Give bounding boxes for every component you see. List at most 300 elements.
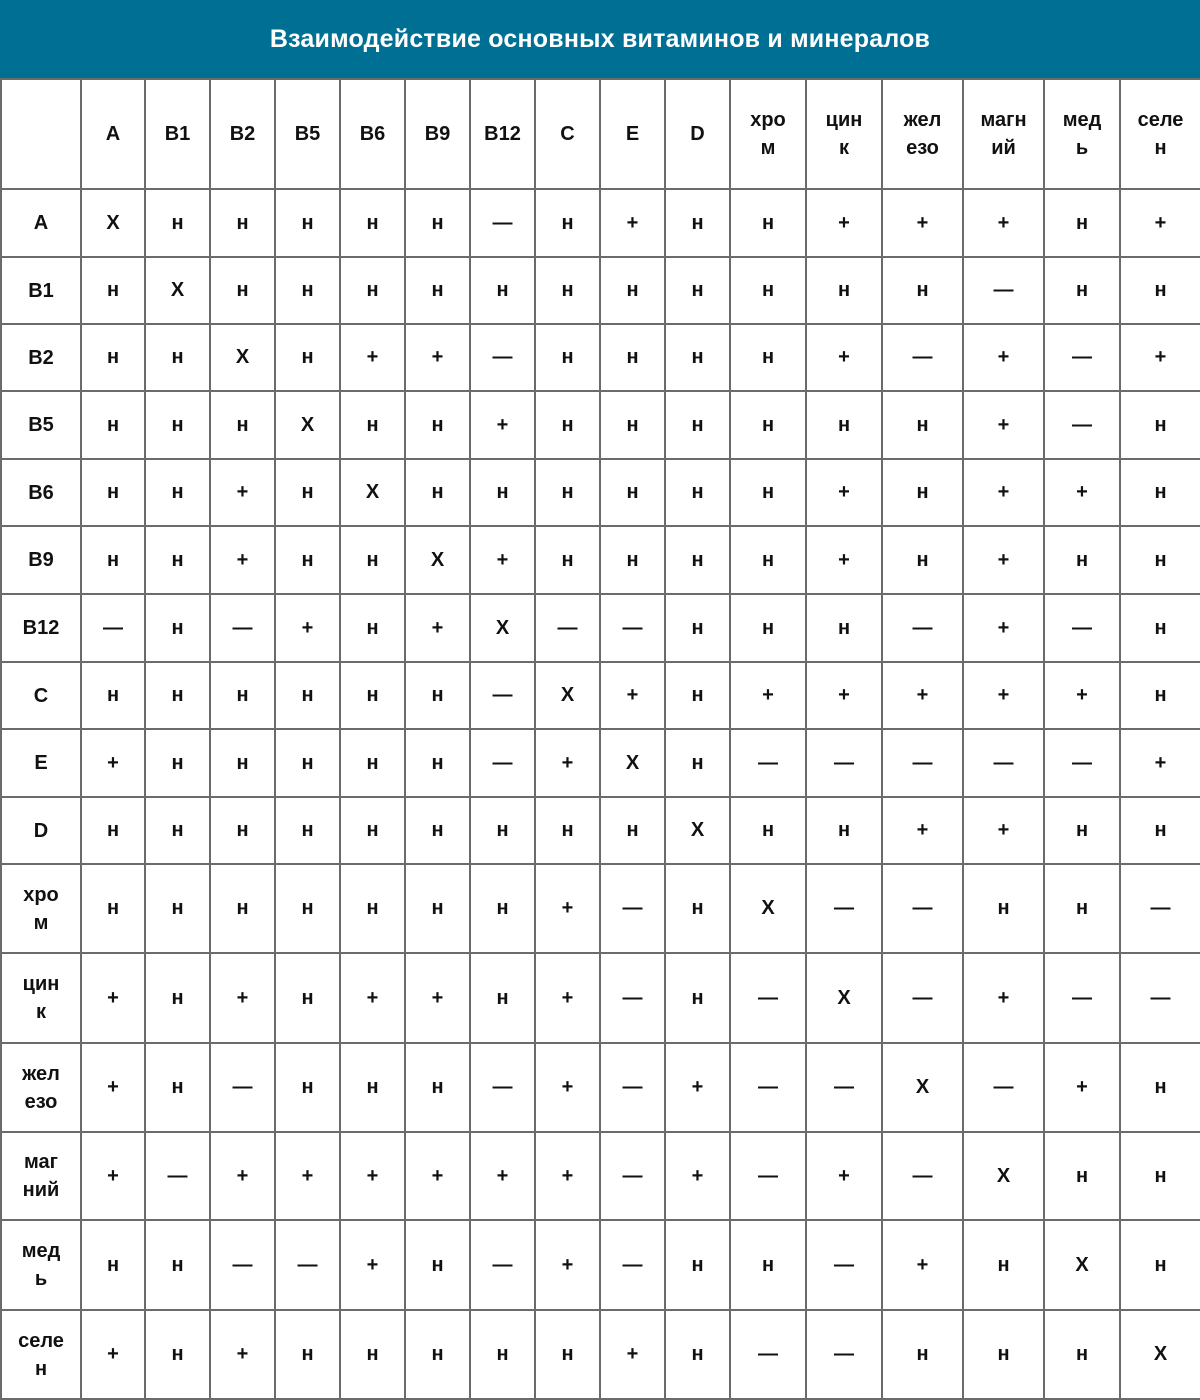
table-cell: н xyxy=(145,1310,210,1399)
label-line: езо xyxy=(906,137,939,159)
column-header xyxy=(81,79,145,189)
table-cell: + xyxy=(535,1220,600,1310)
table-cell: н xyxy=(145,324,210,391)
table-cell: + xyxy=(405,1132,470,1220)
table-title: Взаимодействие основных витаминов и минералов xyxy=(0,0,1200,78)
label-line: цин xyxy=(22,973,60,995)
label-line: A xyxy=(33,212,49,234)
table-cell: + xyxy=(963,526,1044,594)
table-cell: н xyxy=(340,526,405,594)
table-cell: н xyxy=(730,594,806,662)
table-cell: н xyxy=(275,1043,340,1132)
table-cell: — xyxy=(806,1310,882,1399)
table-cell: н xyxy=(470,1310,535,1399)
table-cell: + xyxy=(81,1310,145,1399)
table-cell: н xyxy=(210,257,275,324)
table-cell: — xyxy=(882,729,963,797)
table-cell: н xyxy=(275,526,340,594)
table-cell: н xyxy=(275,324,340,391)
table-cell: н xyxy=(81,391,145,459)
table-cell: + xyxy=(535,953,600,1043)
table-cell: н xyxy=(665,526,730,594)
table-cell: + xyxy=(210,526,275,594)
table-cell: + xyxy=(340,324,405,391)
table-cell: н xyxy=(665,1220,730,1310)
column-header xyxy=(1120,79,1200,189)
table-cell: — xyxy=(600,1132,665,1220)
table-cell: н xyxy=(81,1220,145,1310)
table-cell: — xyxy=(1044,953,1120,1043)
table-cell: + xyxy=(1044,662,1120,729)
row-header xyxy=(1,324,81,391)
table-cell: н xyxy=(81,324,145,391)
table-cell: н xyxy=(470,797,535,864)
label-line: B9 xyxy=(424,123,451,145)
table-cell: н xyxy=(1044,257,1120,324)
table-cell: н xyxy=(405,1220,470,1310)
table-cell: — xyxy=(730,1132,806,1220)
label-line: B12 xyxy=(22,617,60,639)
table-cell: н xyxy=(730,189,806,257)
table-cell: н xyxy=(882,1310,963,1399)
table-cell: + xyxy=(806,324,882,391)
table-cell: + xyxy=(535,729,600,797)
table-cell: — xyxy=(600,864,665,953)
table-cell: — xyxy=(470,1043,535,1132)
table-cell: X xyxy=(600,729,665,797)
table-cell: + xyxy=(600,662,665,729)
table-cell: X xyxy=(405,526,470,594)
table-row xyxy=(1,526,1200,594)
table-body xyxy=(1,189,1200,1399)
table-cell: + xyxy=(806,662,882,729)
label-line: н xyxy=(1154,137,1167,159)
label-line: B1 xyxy=(164,123,191,145)
table-cell: + xyxy=(535,864,600,953)
label-line: C xyxy=(33,684,49,707)
table-cell: — xyxy=(882,1132,963,1220)
row-header xyxy=(1,594,81,662)
table-cell: н xyxy=(340,662,405,729)
label-line: магн xyxy=(980,109,1027,131)
table-cell: X xyxy=(1044,1220,1120,1310)
table-cell: X xyxy=(730,864,806,953)
label-line: B6 xyxy=(359,123,386,145)
table-cell: — xyxy=(806,1043,882,1132)
table-cell: н xyxy=(210,864,275,953)
table-cell: н xyxy=(730,391,806,459)
table-cell: — xyxy=(470,729,535,797)
table-row xyxy=(1,1220,1200,1310)
row-header xyxy=(1,391,81,459)
table-cell: н xyxy=(405,391,470,459)
table-cell: — xyxy=(806,729,882,797)
table-cell: X xyxy=(275,391,340,459)
table-cell: — xyxy=(210,594,275,662)
table-cell: н xyxy=(340,729,405,797)
table-cell: н xyxy=(340,797,405,864)
table-cell: X xyxy=(535,662,600,729)
table-cell: н xyxy=(882,391,963,459)
label-line: E xyxy=(625,123,640,145)
column-header xyxy=(806,79,882,189)
column-header xyxy=(405,79,470,189)
label-line: жел xyxy=(22,1062,60,1085)
table-cell: н xyxy=(665,953,730,1043)
table-row xyxy=(1,953,1200,1043)
table-cell: + xyxy=(340,953,405,1043)
table-cell: н xyxy=(882,459,963,526)
table-cell: н xyxy=(81,864,145,953)
table-cell: н xyxy=(145,459,210,526)
table-cell: н xyxy=(275,1310,340,1399)
table-cell: н xyxy=(600,257,665,324)
label-line: B5 xyxy=(28,414,54,436)
table-cell: + xyxy=(405,953,470,1043)
label-line: D xyxy=(690,123,705,145)
table-cell: X xyxy=(81,189,145,257)
table-cell: — xyxy=(210,1043,275,1132)
table-cell: н xyxy=(210,729,275,797)
table-cell: X xyxy=(882,1043,963,1132)
label-line: к xyxy=(35,1001,46,1023)
table-row xyxy=(1,459,1200,526)
table-cell: н xyxy=(665,1310,730,1399)
table-cell: + xyxy=(963,953,1044,1043)
table-cell: X xyxy=(210,324,275,391)
column-header xyxy=(145,79,210,189)
table-cell: н xyxy=(1044,189,1120,257)
table-cell: н xyxy=(340,1310,405,1399)
label-line: ь xyxy=(1075,137,1089,159)
table-cell: н xyxy=(665,729,730,797)
label-line: цин xyxy=(825,109,863,131)
table-cell: н xyxy=(81,662,145,729)
table-cell: + xyxy=(963,662,1044,729)
column-header xyxy=(882,79,963,189)
table-cell: — xyxy=(1044,324,1120,391)
table-cell: н xyxy=(340,594,405,662)
table-cell: н xyxy=(145,1043,210,1132)
row-header xyxy=(1,953,81,1043)
table-cell: н xyxy=(145,526,210,594)
column-header xyxy=(210,79,275,189)
column-header xyxy=(665,79,730,189)
table-cell: н xyxy=(730,257,806,324)
table-cell: н xyxy=(405,189,470,257)
table-cell: — xyxy=(470,324,535,391)
label-line: B9 xyxy=(28,549,54,571)
label-line: ний xyxy=(22,1179,60,1201)
table-cell: н xyxy=(470,953,535,1043)
table-cell: н xyxy=(1120,257,1200,324)
column-header xyxy=(275,79,340,189)
table-cell: н xyxy=(405,662,470,729)
table-cell: н xyxy=(275,729,340,797)
table-cell: + xyxy=(600,189,665,257)
table-cell: + xyxy=(81,1043,145,1132)
table-header xyxy=(1,79,1200,189)
row-header xyxy=(1,459,81,526)
table-cell: — xyxy=(210,1220,275,1310)
table-cell: н xyxy=(275,797,340,864)
table-cell: н xyxy=(1120,1220,1200,1310)
column-header xyxy=(600,79,665,189)
table-cell: н xyxy=(535,797,600,864)
table-cell: — xyxy=(600,594,665,662)
table-cell: X xyxy=(665,797,730,864)
table-cell: н xyxy=(210,797,275,864)
table-cell: + xyxy=(405,594,470,662)
row-header xyxy=(1,526,81,594)
table-cell: н xyxy=(1120,594,1200,662)
table-cell: н xyxy=(535,1310,600,1399)
table-row xyxy=(1,729,1200,797)
table-cell: н xyxy=(665,189,730,257)
table-cell: — xyxy=(963,257,1044,324)
table-row xyxy=(1,1310,1200,1399)
column-header xyxy=(963,79,1044,189)
table-cell: н xyxy=(1120,526,1200,594)
table-cell: — xyxy=(470,662,535,729)
table-cell: н xyxy=(665,662,730,729)
table-cell: н xyxy=(665,594,730,662)
table-cell: + xyxy=(665,1043,730,1132)
table-cell: н xyxy=(1120,662,1200,729)
table-cell: н xyxy=(145,797,210,864)
table-cell: — xyxy=(730,1310,806,1399)
table-cell: н xyxy=(1044,526,1120,594)
table-cell: + xyxy=(882,797,963,864)
table-cell: + xyxy=(730,662,806,729)
table-cell: н xyxy=(806,391,882,459)
table-row xyxy=(1,864,1200,953)
table-cell: + xyxy=(340,1132,405,1220)
table-cell: н xyxy=(535,324,600,391)
table-cell: н xyxy=(275,864,340,953)
table-row xyxy=(1,257,1200,324)
table-cell: н xyxy=(81,459,145,526)
row-header xyxy=(1,189,81,257)
label-line: езо xyxy=(24,1090,58,1113)
table-cell: н xyxy=(275,459,340,526)
row-header xyxy=(1,1220,81,1310)
table-cell: н xyxy=(806,257,882,324)
table-cell: н xyxy=(600,324,665,391)
table-cell: н xyxy=(730,324,806,391)
label-line: мед xyxy=(1062,109,1102,131)
label-line: B5 xyxy=(294,123,321,145)
row-header xyxy=(1,1132,81,1220)
table-cell: н xyxy=(1120,391,1200,459)
table-cell: н xyxy=(535,526,600,594)
row-header xyxy=(1,662,81,729)
table-row xyxy=(1,189,1200,257)
row-header xyxy=(1,1310,81,1399)
table-cell: — xyxy=(470,1220,535,1310)
table-cell: + xyxy=(470,1132,535,1220)
column-header xyxy=(340,79,405,189)
column-header xyxy=(1044,79,1120,189)
table-cell: н xyxy=(535,459,600,526)
table-cell: + xyxy=(275,1132,340,1220)
table-cell: н xyxy=(210,391,275,459)
table-row xyxy=(1,391,1200,459)
table-cell: + xyxy=(535,1043,600,1132)
table-cell: + xyxy=(210,953,275,1043)
table-cell: н xyxy=(1120,459,1200,526)
table-cell: н xyxy=(81,797,145,864)
table-cell: н xyxy=(340,391,405,459)
table-cell: н xyxy=(405,459,470,526)
table-cell: — xyxy=(81,594,145,662)
table-cell: н xyxy=(730,797,806,864)
table-cell: н xyxy=(600,391,665,459)
table-cell: н xyxy=(405,729,470,797)
label-line: D xyxy=(33,819,49,842)
table-cell: + xyxy=(882,189,963,257)
table-cell: + xyxy=(210,1132,275,1220)
table-cell: н xyxy=(275,257,340,324)
table-cell: н xyxy=(145,729,210,797)
table-cell: н xyxy=(535,391,600,459)
table-cell: + xyxy=(81,953,145,1043)
table-cell: н xyxy=(1120,1132,1200,1220)
table-cell: н xyxy=(1120,797,1200,864)
label-line: н xyxy=(34,1357,48,1380)
table-cell: н xyxy=(275,662,340,729)
label-line: селе xyxy=(1137,109,1184,131)
table-row xyxy=(1,594,1200,662)
table-cell: + xyxy=(806,189,882,257)
label-line: к xyxy=(838,137,849,159)
table-cell: — xyxy=(1044,391,1120,459)
table-cell: н xyxy=(665,257,730,324)
table-cell: — xyxy=(470,189,535,257)
table-cell: н xyxy=(145,1220,210,1310)
column-header xyxy=(730,79,806,189)
table-cell: н xyxy=(470,257,535,324)
table-cell: н xyxy=(730,1220,806,1310)
table-row xyxy=(1,324,1200,391)
label-line: B1 xyxy=(28,279,54,302)
table-cell: н xyxy=(405,864,470,953)
table-cell: н xyxy=(145,864,210,953)
label-line: хро xyxy=(23,883,59,906)
row-header xyxy=(1,1043,81,1132)
corner-cell xyxy=(1,79,81,189)
label-line: ь xyxy=(34,1268,48,1290)
label-line: E xyxy=(34,752,48,774)
table-cell: н xyxy=(665,459,730,526)
table-cell: н xyxy=(145,953,210,1043)
table-cell: н xyxy=(600,797,665,864)
label-line: B2 xyxy=(229,123,256,145)
table-cell: — xyxy=(963,729,1044,797)
row-header xyxy=(1,257,81,324)
table-cell: + xyxy=(340,1220,405,1310)
label-line: B6 xyxy=(28,481,54,504)
table-cell: — xyxy=(882,864,963,953)
label-line: B12 xyxy=(484,123,521,145)
table-cell: + xyxy=(275,594,340,662)
table-cell: + xyxy=(963,594,1044,662)
table-cell: + xyxy=(600,1310,665,1399)
label-line: C xyxy=(560,123,575,145)
table-cell: н xyxy=(405,257,470,324)
table-cell: + xyxy=(405,324,470,391)
table-cell: — xyxy=(882,953,963,1043)
table-cell: + xyxy=(210,459,275,526)
table-cell: + xyxy=(963,797,1044,864)
table-row xyxy=(1,797,1200,864)
table-cell: н xyxy=(81,257,145,324)
row-header xyxy=(1,864,81,953)
table-cell: н xyxy=(600,459,665,526)
table-cell: н xyxy=(882,526,963,594)
table-cell: н xyxy=(145,391,210,459)
table-cell: + xyxy=(963,391,1044,459)
table-cell: н xyxy=(340,257,405,324)
table-cell: — xyxy=(600,953,665,1043)
table-cell: + xyxy=(1120,324,1200,391)
label-line: мед xyxy=(21,1240,61,1262)
table-cell: н xyxy=(340,189,405,257)
table-cell: н xyxy=(665,864,730,953)
table-cell: X xyxy=(806,953,882,1043)
table-cell: + xyxy=(882,1220,963,1310)
table-cell: н xyxy=(81,526,145,594)
table-cell: — xyxy=(275,1220,340,1310)
table-cell: + xyxy=(470,526,535,594)
table-cell: + xyxy=(81,1132,145,1220)
label-line: м xyxy=(33,911,49,934)
table-cell: н xyxy=(806,797,882,864)
table-cell: н xyxy=(1044,864,1120,953)
table-cell: X xyxy=(1120,1310,1200,1399)
label-line: м xyxy=(760,137,776,159)
table-cell: н xyxy=(535,189,600,257)
table-cell: + xyxy=(806,526,882,594)
label-line: ий xyxy=(991,137,1016,159)
table-cell: + xyxy=(806,1132,882,1220)
table-cell: н xyxy=(210,662,275,729)
table-cell: н xyxy=(665,324,730,391)
table-cell: — xyxy=(600,1220,665,1310)
table-cell: н xyxy=(1044,1310,1120,1399)
table-cell: н xyxy=(275,189,340,257)
table-cell: — xyxy=(882,594,963,662)
table-cell: + xyxy=(963,189,1044,257)
label-line: маг xyxy=(24,1151,58,1173)
table-cell: + xyxy=(1120,729,1200,797)
table-cell: + xyxy=(806,459,882,526)
table-cell: — xyxy=(806,1220,882,1310)
table-cell: н xyxy=(145,189,210,257)
table-row xyxy=(1,662,1200,729)
table-cell: н xyxy=(340,1043,405,1132)
label-line: селе xyxy=(18,1329,64,1352)
table-cell: — xyxy=(145,1132,210,1220)
table-cell: + xyxy=(1120,189,1200,257)
table-cell: + xyxy=(1044,1043,1120,1132)
row-header xyxy=(1,797,81,864)
table-cell: + xyxy=(470,391,535,459)
table-cell: н xyxy=(730,526,806,594)
table-cell: — xyxy=(730,729,806,797)
table-row xyxy=(1,1043,1200,1132)
table-cell: н xyxy=(145,594,210,662)
